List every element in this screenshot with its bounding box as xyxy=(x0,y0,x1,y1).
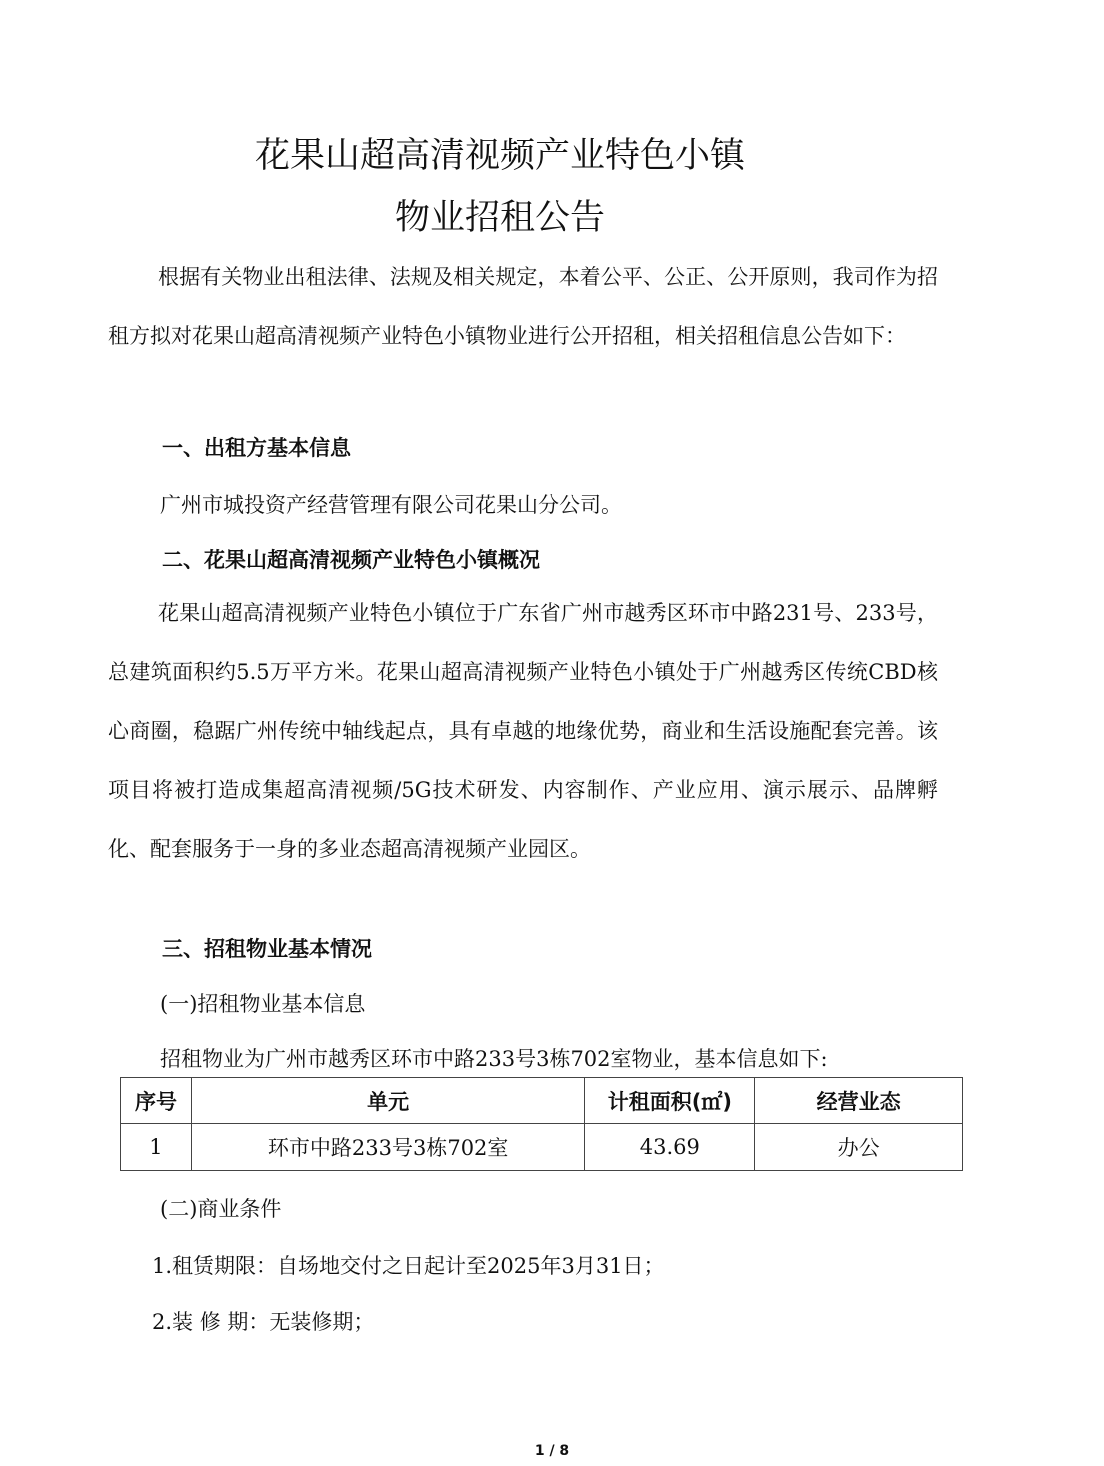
cell-index: 1 xyxy=(121,1124,192,1171)
page-number: 1 / 8 xyxy=(534,1443,570,1459)
subsection2-heading: (二)商业条件 xyxy=(160,1197,282,1221)
intro-paragraph: 根据有关物业出租法律、法规及相关规定，本着公平、公正、公开原则，我司作为招租方拟对花果山超高清视频产业特色小镇物业进行公开招租，相关招租信息公告如下： xyxy=(108,265,938,348)
column-header-index: 序号 xyxy=(121,1078,192,1124)
cell-area: 43.69 xyxy=(585,1124,755,1171)
column-header-area: 计租面积(㎡) xyxy=(585,1078,755,1124)
section1-body: 广州市城投资产经营管理有限公司花果山分公司。 xyxy=(160,493,622,517)
condition-item-renovation-period: 2.装 修 期：无装修期； xyxy=(152,1310,375,1334)
column-header-business-type: 经营业态 xyxy=(755,1078,963,1124)
table-row xyxy=(121,1124,963,1171)
cell-unit: 环市中路233号3栋702室 xyxy=(191,1124,584,1171)
section3-heading: 三、招租物业基本情况 xyxy=(162,937,372,961)
subsection1-intro: 招租物业为广州市越秀区环市中路233号3栋702室物业，基本信息如下: xyxy=(160,1047,828,1071)
section2-body: 花果山超高清视频产业特色小镇位于广东省广州市越秀区环市中路231号、233号，总建筑面积约5.5万平方米。花果山超高清视频产业特色小镇处于广州越秀区传统CBD核心商圈，稳踞广州传统中轴线起点，具有卓越的地缘优势，商业和生活设施配套完善。该项目将被打造成集超高清视频/5G技术研发、内容制作、产业应用、演示展示、品牌孵化、配套服务于一身的多业态超高清视频产业园区。 xyxy=(108,601,938,861)
section2-heading: 二、花果山超高清视频产业特色小镇概况 xyxy=(162,548,540,572)
cell-business-type: 办公 xyxy=(755,1124,963,1171)
table-header-row xyxy=(121,1078,963,1124)
document-title-line2: 物业招租公告 xyxy=(394,198,605,238)
section1-heading: 一、出租方基本信息 xyxy=(162,436,351,460)
document-title-line1: 花果山超高清视频产业特色小镇 xyxy=(254,136,745,176)
condition-item-lease-term: 1.租赁期限：自场地交付之日起计至2025年3月31日； xyxy=(152,1254,665,1278)
lease-info-table xyxy=(120,1077,963,1171)
subsection1-heading: (一)招租物业基本信息 xyxy=(160,992,366,1016)
column-header-unit: 单元 xyxy=(191,1078,584,1124)
